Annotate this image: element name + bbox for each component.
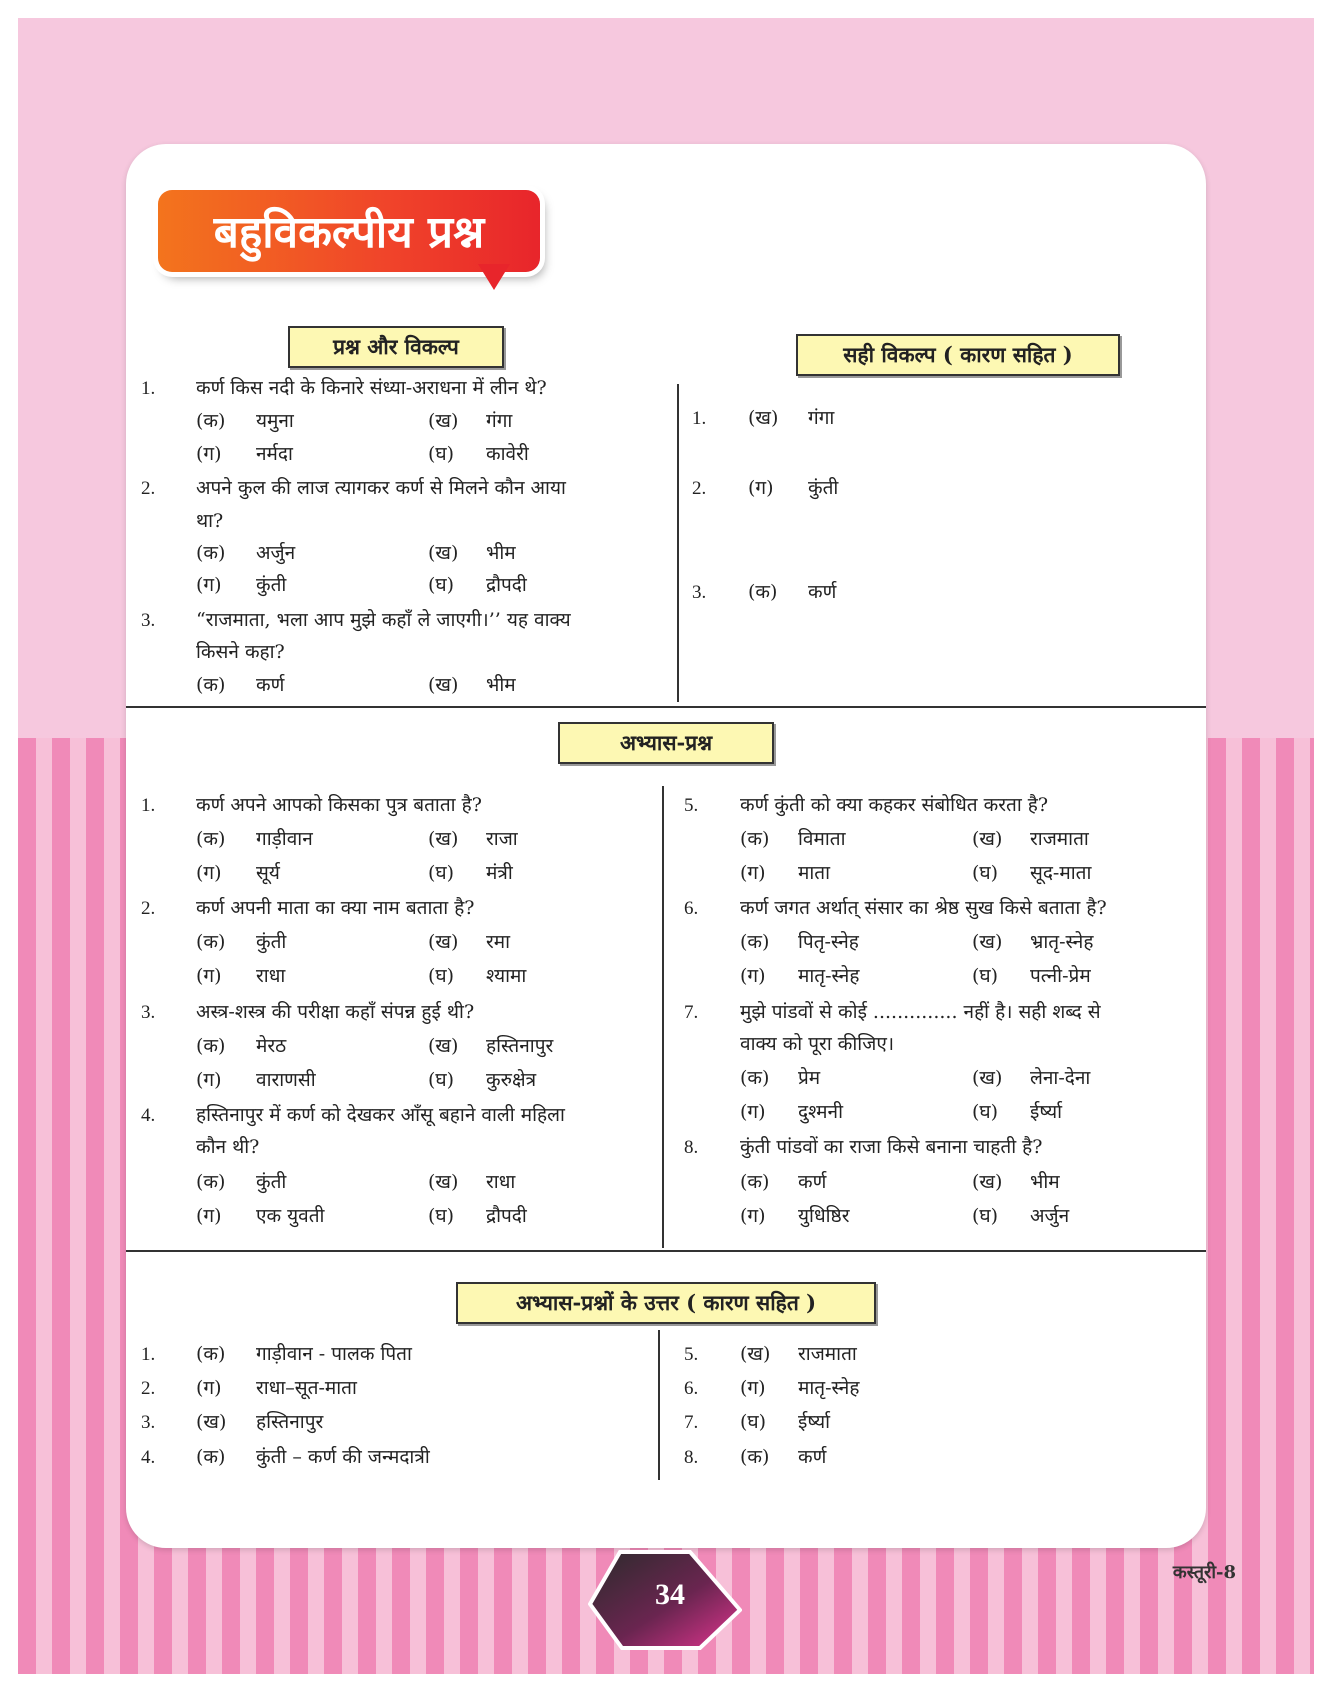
- pq1-number: 1.: [141, 795, 156, 816]
- q2-opt-ka-text: अर्जुन: [256, 542, 296, 564]
- pa3-text: हस्तिनापुर: [256, 1411, 324, 1433]
- pq6-opt-kha-text: भ्रातृ-स्नेह: [1030, 931, 1094, 953]
- pa4-number: 4.: [141, 1447, 156, 1468]
- pq8-opt-kha: (ख): [972, 1171, 1003, 1193]
- pq2-number: 2.: [141, 898, 156, 919]
- q3-opt-ka-text: कर्ण: [256, 674, 285, 696]
- pq8-opt-ga: (ग): [740, 1205, 766, 1227]
- q1-opt-kha-text: गंगा: [486, 410, 513, 432]
- pq4-opt-ga: (ग): [196, 1205, 222, 1227]
- pq7-opt-kha: (ख): [972, 1067, 1003, 1089]
- pq1-opt-ga-text: सूर्य: [256, 862, 280, 884]
- pq1-opt-ka: (क): [196, 828, 226, 850]
- footer-label: कस्तूरी-8: [1172, 1562, 1236, 1583]
- pq4-opt-kha: (ख): [428, 1171, 459, 1193]
- pq4-opt-ka-text: कुंती: [256, 1171, 287, 1193]
- pq1-opt-ka-text: गाड़ीवान: [256, 828, 313, 850]
- q1-opt-kha: (ख): [428, 410, 459, 432]
- pq2-opt-ga: (ग): [196, 965, 222, 987]
- pa6-text: मातृ-स्नेह: [798, 1377, 860, 1399]
- q2-opt-kha-text: भीम: [486, 542, 516, 564]
- pq2-text: कर्ण अपनी माता का क्या नाम बताता है?: [196, 897, 475, 919]
- pa5-number: 5.: [684, 1344, 699, 1365]
- pq7-opt-gha: (घ): [972, 1101, 999, 1123]
- pq7-opt-ka: (क): [740, 1067, 770, 1089]
- q2-opt-gha-text: द्रौपदी: [486, 574, 527, 596]
- pq5-opt-ga: (ग): [740, 862, 766, 884]
- pq1-opt-kha: (ख): [428, 828, 459, 850]
- pa4-text: कुंती – कर्ण की जन्मदात्री: [256, 1446, 430, 1468]
- pq2-opt-kha-text: रमा: [486, 931, 511, 953]
- pq6-opt-ga: (ग): [740, 965, 766, 987]
- q2-opt-ga: (ग): [196, 574, 222, 596]
- q3-line1: “राजमाता, भला आप मुझे कहाँ ले जाएगी।’’ यह वाक्य: [196, 609, 571, 631]
- pq5-opt-ka: (क): [740, 828, 770, 850]
- pq7-opt-gha-text: ईर्ष्या: [1030, 1101, 1063, 1123]
- section-separator-2: [126, 1250, 1206, 1252]
- pa7-number: 7.: [684, 1412, 699, 1433]
- pq8-number: 8.: [684, 1137, 699, 1158]
- q1-opt-ga: (ग): [196, 443, 222, 465]
- pq4-opt-ka: (क): [196, 1171, 226, 1193]
- pa4-option: (क): [196, 1446, 226, 1468]
- q1-opt-gha-text: कावेरी: [486, 443, 529, 465]
- page-number: 34: [655, 1578, 685, 1611]
- pq8-text: कुंती पांडवों का राजा किसे बनाना चाहती है?: [740, 1136, 1043, 1158]
- pq8-opt-ga-text: युधिष्ठिर: [798, 1205, 850, 1227]
- pq3-text: अस्त्र-शस्त्र की परीक्षा कहाँ संपन्न हुई थी?: [196, 1001, 475, 1023]
- pq4-number: 4.: [141, 1105, 156, 1126]
- pa1-number: 1.: [141, 1344, 156, 1365]
- pq5-opt-kha: (ख): [972, 828, 1003, 850]
- answer3-text: कर्ण: [808, 581, 837, 603]
- pq6-text: कर्ण जगत अर्थात् संसार का श्रेष्ठ सुख किसे बताता है?: [740, 897, 1107, 919]
- pq5-opt-gha-text: सूद-माता: [1030, 862, 1092, 884]
- pq5-opt-ka-text: विमाता: [798, 828, 846, 850]
- pq3-opt-kha: (ख): [428, 1035, 459, 1057]
- pq3-opt-ga: (ग): [196, 1069, 222, 1091]
- q1-opt-ka-text: यमुना: [256, 410, 294, 432]
- pq2-opt-gha: (घ): [428, 965, 455, 987]
- q2-opt-gha: (घ): [428, 574, 455, 596]
- pq3-opt-kha-text: हस्तिनापुर: [486, 1035, 554, 1057]
- pa5-option: (ख): [740, 1343, 771, 1365]
- pa8-option: (क): [740, 1446, 770, 1468]
- q2-opt-ga-text: कुंती: [256, 574, 287, 596]
- pa5-text: राजमाता: [798, 1343, 857, 1365]
- pq3-opt-ga-text: वाराणसी: [256, 1069, 316, 1091]
- pq3-opt-gha-text: कुरुक्षेत्र: [486, 1069, 537, 1091]
- pq8-opt-ka-text: कर्ण: [798, 1171, 827, 1193]
- answer1-option: (ख): [748, 407, 779, 429]
- pq8-opt-gha: (घ): [972, 1205, 999, 1227]
- pq8-opt-gha-text: अर्जुन: [1030, 1205, 1070, 1227]
- q1-text: कर्ण किस नदी के किनारे संध्या-अराधना में लीन थे?: [196, 377, 547, 399]
- pq6-opt-ga-text: मातृ-स्नेह: [798, 965, 860, 987]
- pq5-opt-gha: (घ): [972, 862, 999, 884]
- banner-title: बहुविकल्पीय प्रश्न: [213, 207, 485, 258]
- page-number-badge: [588, 1548, 742, 1650]
- pq7-opt-ga: (ग): [740, 1101, 766, 1123]
- practice-questions-header: अभ्यास-प्रश्न: [558, 722, 774, 764]
- q1-opt-ka: (क): [196, 410, 226, 432]
- pq1-opt-gha-text: मंत्री: [486, 862, 513, 884]
- pa2-text: राधा–सूत-माता: [256, 1377, 357, 1399]
- q3-line2: किसने कहा?: [196, 641, 285, 663]
- pq7-line1: मुझे पांडवों से कोई .............. नहीं है। सही शब्द से: [740, 1001, 1101, 1023]
- pq7-opt-ka-text: प्रेम: [798, 1067, 821, 1089]
- pq4-opt-kha-text: राधा: [486, 1171, 516, 1193]
- section3-divider: [658, 1330, 660, 1480]
- pq8-opt-ka: (क): [740, 1171, 770, 1193]
- pq7-number: 7.: [684, 1002, 699, 1023]
- answer3-number: 3.: [692, 582, 707, 603]
- section2-divider: [662, 786, 664, 1248]
- pq3-opt-ka-text: मेरठ: [256, 1035, 287, 1057]
- pq2-opt-kha: (ख): [428, 931, 459, 953]
- pq2-opt-gha-text: श्यामा: [486, 965, 527, 987]
- pq4-line1: हस्तिनापुर में कर्ण को देखकर आँसू बहाने वाली महिला: [196, 1104, 565, 1126]
- pq5-opt-ga-text: माता: [798, 862, 831, 884]
- pq2-opt-ka: (क): [196, 931, 226, 953]
- pq1-text: कर्ण अपने आपको किसका पुत्र बताता है?: [196, 794, 482, 816]
- pq3-opt-gha: (घ): [428, 1069, 455, 1091]
- pa1-text: गाड़ीवान - पालक पिता: [256, 1343, 412, 1365]
- q3-number: 3.: [141, 610, 156, 631]
- answer3-option: (क): [748, 581, 778, 603]
- pq4-opt-ga-text: एक युवती: [256, 1205, 325, 1227]
- pq1-opt-gha: (घ): [428, 862, 455, 884]
- answer1-text: गंगा: [808, 407, 835, 429]
- pa7-option: (घ): [740, 1411, 767, 1433]
- pq5-text: कर्ण कुंती को क्या कहकर संबोधित करता है?: [740, 794, 1049, 816]
- pq4-opt-gha-text: द्रौपदी: [486, 1205, 527, 1227]
- pq1-opt-ga: (ग): [196, 862, 222, 884]
- pq6-opt-gha: (घ): [972, 965, 999, 987]
- pq3-number: 3.: [141, 1002, 156, 1023]
- questions-options-header: प्रश्न और विकल्प: [288, 326, 504, 368]
- answer2-number: 2.: [692, 478, 707, 499]
- pa8-number: 8.: [684, 1447, 699, 1468]
- pa6-option: (ग): [740, 1377, 766, 1399]
- pa1-option: (क): [196, 1343, 226, 1365]
- pq7-opt-ga-text: दुश्मनी: [798, 1101, 843, 1123]
- answer1-number: 1.: [692, 408, 707, 429]
- pq8-opt-kha-text: भीम: [1030, 1171, 1060, 1193]
- q3-opt-kha: (ख): [428, 674, 459, 696]
- pq6-opt-ka-text: पितृ-स्नेह: [798, 931, 859, 953]
- answer2-text: कुंती: [808, 477, 839, 499]
- q3-opt-kha-text: भीम: [486, 674, 516, 696]
- practice-answers-header: अभ्यास-प्रश्नों के उत्तर ( कारण सहित ): [456, 1282, 876, 1324]
- pq5-opt-kha-text: राजमाता: [1030, 828, 1089, 850]
- pa3-option: (ख): [196, 1411, 227, 1433]
- q2-line1: अपने कुल की लाज त्यागकर कर्ण से मिलने कौन आया: [196, 477, 566, 499]
- q2-opt-kha: (ख): [428, 542, 459, 564]
- q1-opt-ga-text: नर्मदा: [256, 443, 293, 465]
- title-banner: [158, 190, 540, 272]
- pq5-number: 5.: [684, 795, 699, 816]
- pq6-opt-gha-text: पत्नी-प्रेम: [1030, 965, 1091, 987]
- q3-opt-ka: (क): [196, 674, 226, 696]
- correct-options-header: सही विकल्प ( कारण सहित ): [796, 334, 1120, 376]
- pa6-number: 6.: [684, 1378, 699, 1399]
- pa2-option: (ग): [196, 1377, 222, 1399]
- pa7-text: ईर्ष्या: [798, 1411, 831, 1433]
- pq7-opt-kha-text: लेना-देना: [1030, 1067, 1091, 1089]
- pq7-line2: वाक्य को पूरा कीजिए।: [740, 1033, 895, 1055]
- q2-line2: था?: [196, 510, 224, 532]
- pq3-opt-ka: (क): [196, 1035, 226, 1057]
- pa3-number: 3.: [141, 1412, 156, 1433]
- q1-number: 1.: [141, 378, 156, 399]
- pa2-number: 2.: [141, 1378, 156, 1399]
- pa8-text: कर्ण: [798, 1446, 827, 1468]
- pq4-line2: कौन थी?: [196, 1136, 260, 1158]
- pq4-opt-gha: (घ): [428, 1205, 455, 1227]
- pq2-opt-ka-text: कुंती: [256, 931, 287, 953]
- q2-opt-ka: (क): [196, 542, 226, 564]
- pq1-opt-kha-text: राजा: [486, 828, 518, 850]
- pq2-opt-ga-text: राधा: [256, 965, 286, 987]
- section-separator-1: [126, 706, 1206, 708]
- q2-number: 2.: [141, 478, 156, 499]
- pq6-opt-ka: (क): [740, 931, 770, 953]
- pq6-number: 6.: [684, 898, 699, 919]
- answer2-option: (ग): [748, 477, 774, 499]
- banner-tail: [478, 264, 510, 290]
- section1-divider: [677, 384, 679, 702]
- q1-opt-gha: (घ): [428, 443, 455, 465]
- pq6-opt-kha: (ख): [972, 931, 1003, 953]
